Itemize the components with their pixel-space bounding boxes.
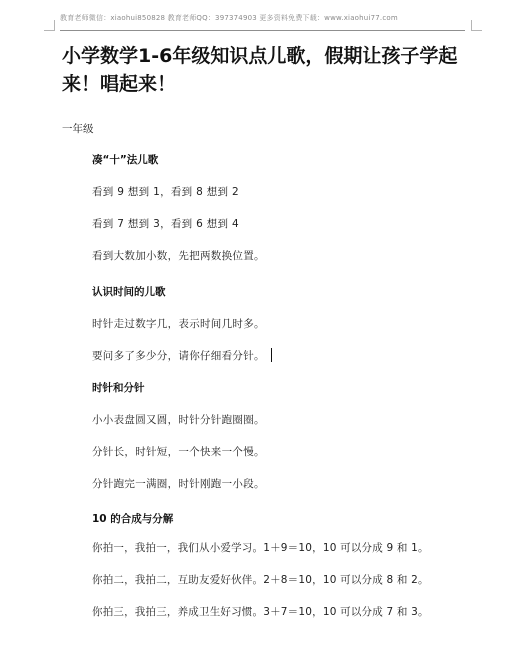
rhyme-line-with-cursor[interactable]	[92, 348, 437, 363]
rhyme-paragraph[interactable]: 你拍二，我拍二，互助友爱好伙伴。2＋8＝10，10 可以分成 8 和 2。	[92, 574, 429, 586]
section-label-grade-1[interactable]: 一年级	[62, 123, 94, 135]
rhyme-paragraph[interactable]: 你拍三，我拍三，养成卫生好习惯。3＋7＝10，10 可以分成 7 和 3。	[92, 606, 429, 618]
rhyme-line[interactable]: 时针走过数字几，表示时间几时多。	[92, 318, 265, 330]
rhyme-block-ten-composition	[92, 511, 437, 620]
header-divider	[60, 30, 465, 31]
margin-corner-mark-left	[44, 20, 55, 31]
rhyme-block-clock-hands	[92, 380, 437, 491]
rhyme-line[interactable]: 分针跑完一满圈，时针刚跑一小段。	[92, 478, 265, 490]
rhyme-line[interactable]: 分针长，时针短，一个快来一个慢。	[92, 446, 265, 458]
rhyme-line[interactable]: 小小表盘圆又圆，时针分针跑圈圈。	[92, 414, 265, 426]
rhyme-line[interactable]: 看到 7 想到 3，看到 6 想到 4	[92, 218, 239, 230]
rhyme-paragraph[interactable]: 你拍一，我拍一，我们从小爱学习。1＋9＝10，10 可以分成 9 和 1。	[92, 542, 429, 554]
rhyme-line-text: 要问多了多少分，请你仔细看分针。	[92, 350, 265, 362]
rhyme-heading[interactable]: 10 的合成与分解	[92, 513, 174, 525]
rhyme-heading[interactable]: 凑“十”法儿歌	[92, 154, 159, 166]
rhyme-line[interactable]: 看到大数加小数，先把两数换位置。	[92, 250, 265, 262]
rhyme-heading[interactable]: 认识时间的儿歌	[92, 286, 166, 298]
rhyme-block-telling-time	[92, 284, 437, 363]
text-cursor	[271, 348, 272, 362]
margin-corner-mark-right	[471, 20, 482, 31]
rhyme-heading[interactable]: 时针和分针	[92, 382, 145, 394]
rhyme-line[interactable]: 看到 9 想到 1，看到 8 想到 2	[92, 186, 239, 198]
document-title[interactable]: 小学数学1-6年级知识点儿歌，假期让孩子学起来！唱起来！	[62, 45, 458, 95]
page-header-text: 教育老师微信：xiaohui850828 教育老师QQ：397374903 更多资料免费下载：www.xiaohui77.com	[60, 14, 398, 22]
rhyme-block-make-ten	[92, 152, 437, 263]
